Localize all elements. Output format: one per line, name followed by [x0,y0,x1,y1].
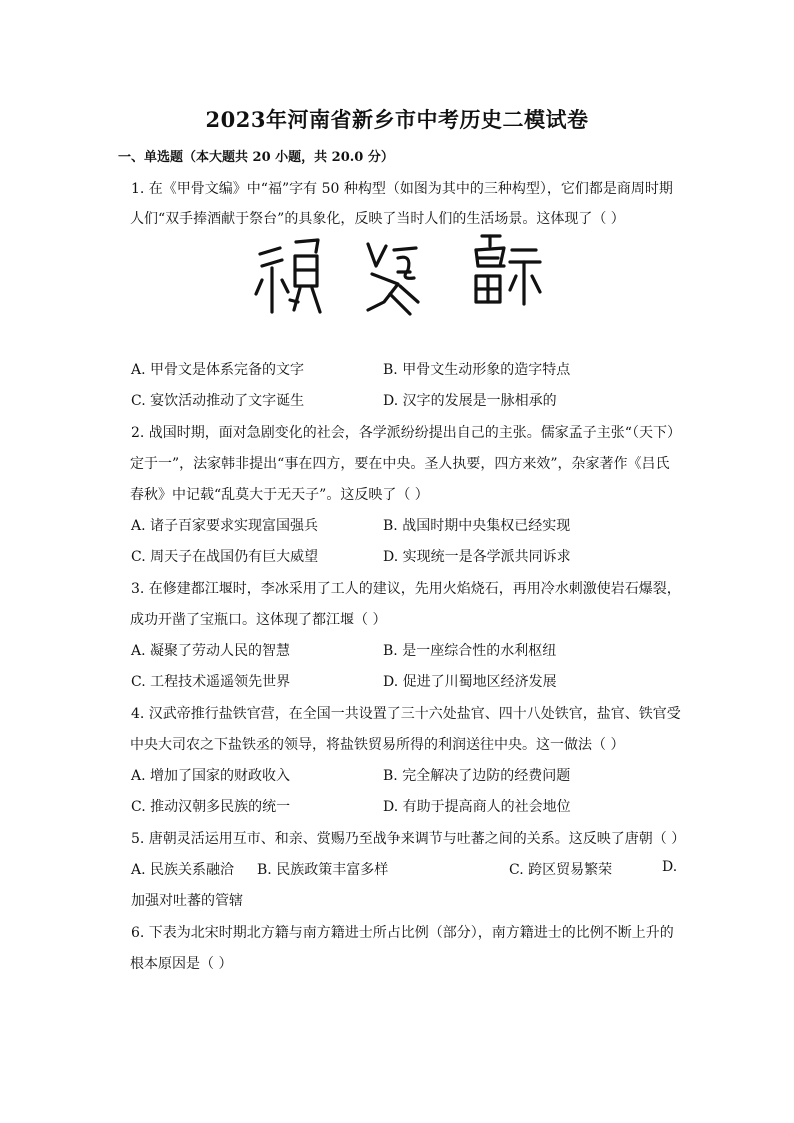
q4-stem-line2: 中央大司农之下盐铁丞的领导，将盐铁贸易所得的利润送往中央。这一做法（ ） [130,737,625,753]
q2-option-a[interactable]: A. 诸子百家要求实现富国强兵 [131,518,319,534]
q2-stem-line2: 定于一”，法家韩非提出“事在四方，要在中央。圣人执要，四方来效”，杂家著作《吕氏 [130,456,670,472]
q2-stem-line1: 2. 战国时期，面对急剧变化的社会，各学派纷纷提出自己的主张。儒家孟子主张“（天下） [131,425,681,441]
q5-option-d-text[interactable]: 加强对吐蕃的管辖 [131,893,243,909]
q4-option-a[interactable]: A. 增加了国家的财政收入 [131,768,291,784]
q1-option-b[interactable]: B. 甲骨文生动形象的造字特点 [383,362,571,378]
q2-option-d[interactable]: D. 实现统一是各学派共同诉求 [383,549,571,565]
q3-option-d[interactable]: D. 促进了川蜀地区经济发展 [383,674,557,690]
q3-stem-line1: 3. 在修建都江堰时，李冰采用了工人的建议，先用火焰烧石，再用冷水刺激使岩石爆裂， [131,581,681,597]
q5-stem-line1: 5. 唐朝灵活运用互市、和亲、赏赐乃至战争来调节与吐蕃之间的关系。这反映了唐朝（ ） [131,831,686,847]
oracle-bone-glyphs-figure [250,232,550,322]
q4-option-b[interactable]: B. 完全解决了边防的经费问题 [383,768,571,784]
q5-option-d[interactable]: D. [662,859,678,875]
q2-stem-line3: 春秋》中记载“乱莫大于无天子”。这反映了（ ） [130,487,429,503]
q1-option-d[interactable]: D. 汉字的发展是一脉相承的 [383,393,557,409]
q4-stem-line1: 4. 汉武帝推行盐铁官营，在全国一共设置了三十六处盐官、四十八处铁官，盐官、铁官受 [131,706,681,722]
q5-option-a[interactable]: A. 民族关系融洽 [131,862,235,878]
q6-stem-line1: 6. 下表为北宋时期北方籍与南方籍进士所占比例（部分），南方籍进士的比例不断上升的 [131,925,674,941]
q5-option-b[interactable]: B. 民族政策丰富多样 [257,862,389,878]
glyph-3 [476,236,540,304]
q3-option-c[interactable]: C. 工程技术遥遥领先世界 [131,674,291,690]
q1-option-a[interactable]: A. 甲骨文是体系完备的文字 [131,362,305,378]
q2-option-b[interactable]: B. 战国时期中央集权已经实现 [383,518,571,534]
q3-option-a[interactable]: A. 凝聚了劳动人民的智慧 [131,643,291,659]
glyph-1 [256,240,320,312]
q5-option-c[interactable]: C. 跨区贸易繁荣 [509,862,613,878]
q1-stem-line1: 1. 在《甲骨文编》中“福”字有 50 种构型（如图为其中的三种构型），它们都是商周时期 [131,181,673,197]
q6-stem-line2: 根本原因是（ ） [130,956,233,972]
q4-option-c[interactable]: C. 推动汉朝多民族的统一 [131,799,291,815]
glyph-2 [368,244,418,314]
section-heading: 一、单选题（本大题共 20 小题，共 20.0 分） [118,150,394,165]
page-title: 2023年河南省新乡市中考历史二模试卷 [205,107,589,132]
q3-option-b[interactable]: B. 是一座综合性的水利枢纽 [383,643,557,659]
q1-option-c[interactable]: C. 宴饮活动推动了文字诞生 [131,393,305,409]
q4-option-d[interactable]: D. 有助于提高商人的社会地位 [383,799,571,815]
q2-option-c[interactable]: C. 周天子在战国仍有巨大威望 [131,549,319,565]
q3-stem-line2: 成功开凿了宝瓶口。这体现了都江堰（ ） [130,612,387,628]
q1-stem-line2: 人们“双手捧酒献于祭台”的具象化，反映了当时人们的生活场景。这体现了（ ） [130,211,625,227]
